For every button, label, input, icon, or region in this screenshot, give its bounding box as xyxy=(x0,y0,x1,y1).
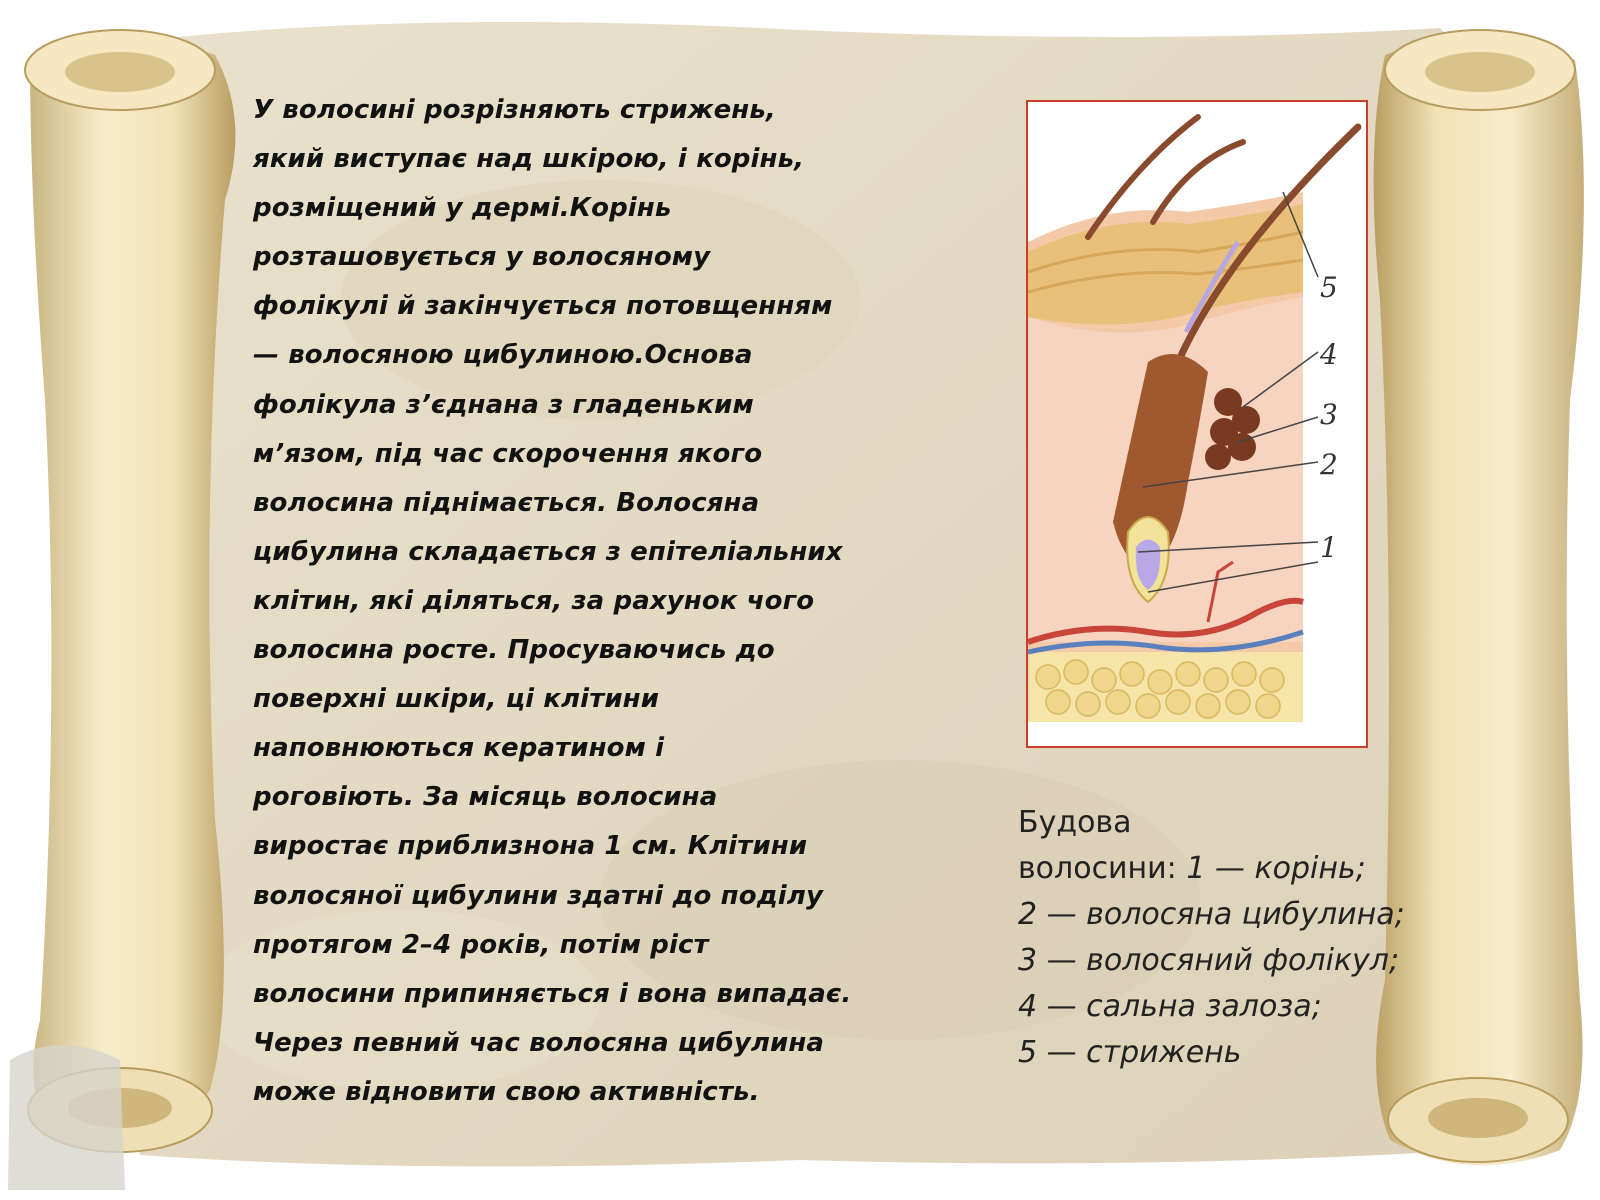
caption-item: 5 — стрижень xyxy=(1018,1035,1242,1070)
text-line: волосина росте. Просуваючись до xyxy=(253,635,775,666)
figure-caption xyxy=(1018,800,1488,1076)
caption-item: 3 — волосяний фолікул; xyxy=(1018,943,1400,978)
figure-label-3: 3 xyxy=(1320,398,1338,431)
figure-label-5: 5 xyxy=(1320,271,1338,304)
text-line: поверхні шкіри, ці клітини xyxy=(253,684,660,715)
text-line: може відновити свою активність. xyxy=(253,1076,760,1107)
caption-item: 4 — сальна залоза; xyxy=(1018,989,1322,1024)
text-line: — волосяною цибулиною.Основа xyxy=(253,340,753,371)
text-line: волосяної цибулини здатні до поділу xyxy=(253,880,823,911)
text-line: фолікулі й закінчується потовщенням xyxy=(253,291,833,322)
text-line: виростає приблизнона 1 см. Клітини xyxy=(253,831,808,862)
figure-label-4: 4 xyxy=(1320,338,1338,371)
text-line: Через певний час волосяна цибулина xyxy=(253,1027,825,1058)
text-line: клітин, які діляться, за рахунок чого xyxy=(253,585,815,616)
figure-label-2: 2 xyxy=(1320,448,1338,481)
text-line: фолікула з’єднана з гладеньким xyxy=(253,389,754,420)
text-line: наповнюються кератином і xyxy=(253,733,665,764)
main-paragraph xyxy=(253,86,953,1117)
text-line: м’язом, під час скорочення якого xyxy=(253,438,763,469)
caption-title: Будова xyxy=(1018,805,1132,840)
text-line: цибулина складається з епітеліальних xyxy=(253,536,843,567)
text-line: роговіють. За місяць волосина xyxy=(253,782,718,813)
hair-structure-illustration xyxy=(1028,102,1368,748)
hair-structure-figure xyxy=(1026,100,1368,748)
text-line: розташовується у волосяному xyxy=(253,242,711,273)
caption-item: 1 — корінь; xyxy=(1186,851,1366,886)
text-line: який виступає над шкірою, і корінь, xyxy=(253,144,805,175)
caption-line xyxy=(1018,846,1488,892)
figure-label-1: 1 xyxy=(1320,531,1338,564)
caption-prefix: волосини: xyxy=(1018,851,1187,886)
text-line: волосини припиняється і вона випадає. xyxy=(253,978,852,1009)
caption-item: 2 — волосяна цибулина; xyxy=(1018,897,1405,932)
text-line: розміщений у дермі.Корінь xyxy=(253,193,672,224)
text-line: волосина піднімається. Волосяна xyxy=(253,487,760,518)
text-line: У волосині розрізняють стрижень, xyxy=(253,95,776,125)
text-line: протягом 2–4 років, потім ріст xyxy=(253,929,709,960)
